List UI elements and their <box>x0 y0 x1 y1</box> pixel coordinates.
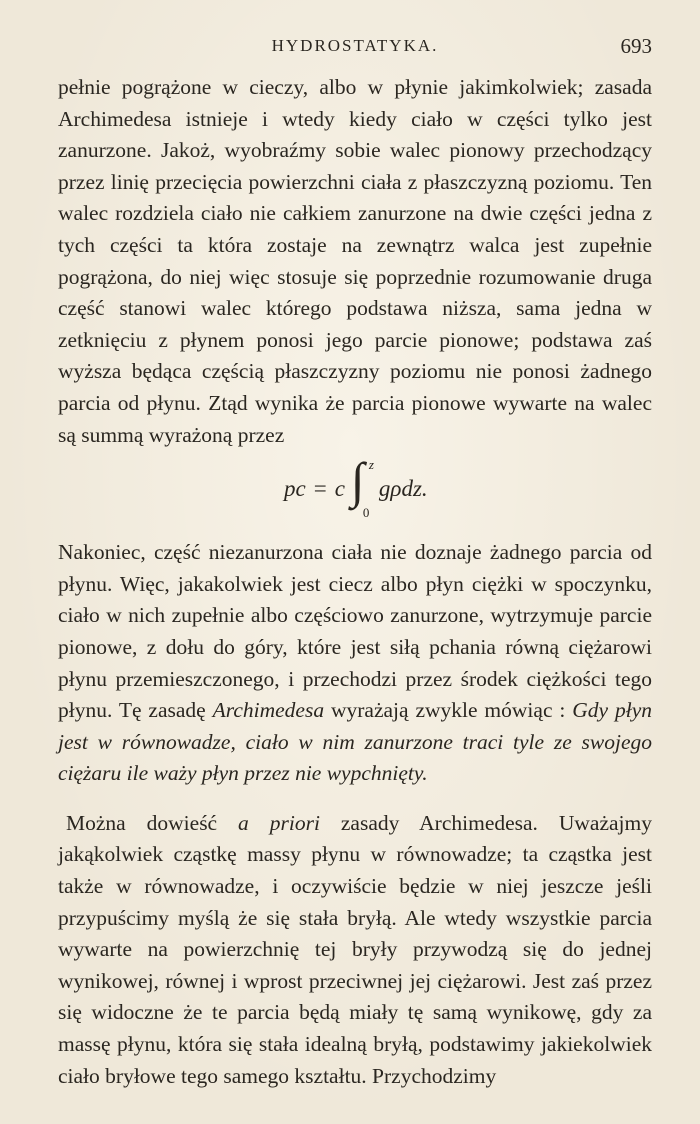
paragraph-2 <box>58 537 652 790</box>
page-number: 693 <box>620 34 652 58</box>
a-priori-term: a priori <box>238 810 320 835</box>
paragraph-2-text-after-name: wyrażają zwykle mówiąc : <box>324 698 573 723</box>
formula-coefficient: c <box>334 476 345 502</box>
archimedes-principle: Gdy płyn jest w równowadze, ciało w nim zanurzone traci tyle ze swojego ciężaru ile waży płyn przez nie wypchnięty. <box>58 698 652 786</box>
paragraph-3 <box>58 808 652 1092</box>
paragraph-1: pełnie pogrążone w cieczy, albo w płynie jakimkolwiek; zasada Archimedesa istnieje i wtedy kiedy ciało w części tylko jest zanurzone. Jakoż, wyobraźmy sobie walec pionowy przechodzący przez linię przecięcia powierzchni ciała z płaszczyzną poziomu. Ten walec rozdziela ciało nie całkiem zanurzone na dwie części jedna z tych części ta która zostaje na zewnątrz walca jest zupełnie pogrążona, do niej więc stosuje się poprzednie rozumowanie druga część stanowi walec którego podstawa niższa, sama jedna w zetknięciu z płynem ponosi jego parcie pionowe; podstawa zaś wyższa będąca częścią płaszczyzny poziomu nie ponosi żadnego parcia od płynu. Ztąd wynika że parcia pionowe wywarte na walec są summą wyrażoną przez <box>58 75 652 447</box>
running-title: HYDROSTATYKA. <box>271 36 439 55</box>
paragraph-2-text: Nakoniec, część niezanurzona ciała nie doznaje żadnego parcia od płynu. Więc, jakakolwiek jest ciecz albo płyn ciężki w spoczynku, ciało w nich zupełnie albo częściowo zanurzone, wytrzymuje parcie pionowe, z dołu do góry, które jest siłą pchania równą ciężarowi płynu przemieszczonego, i przechodzi przez środek ciężkości tego płynu. Tę zasadę <box>58 540 652 723</box>
integral-upper-limit: z <box>368 457 374 473</box>
paragraph-3-text-before: Można dowieść <box>66 810 239 835</box>
integral-lower-limit: 0 <box>362 505 370 521</box>
paragraph-3-text-after: zasady Archimedesa. Uważajmy jakąkolwiek cząstkę massy płynu w równowadze; ta cząstka jest także w równowadze, i oczywiście będzie w niej jeszcze jeśli przypuścimy myślą że się stała bryłą. Ale wtedy wszystkie parcia wywarte na powierzchnię tej bryły przywodzą się do jednej wynikowej, równej i wprost przeciwnej jej ciężarowi. Jest zaś przez się widoczne że te parcia będą miały tę samą wynikowę, gdy za massę płynu, która się stała idealną bryłą, podstawimy jakiekolwiek ciało bryłowe tego samego kształtu. Przychodzimy <box>58 810 653 1088</box>
formula-lhs: pc <box>284 476 306 502</box>
page-body <box>58 72 652 1092</box>
page-header <box>58 34 652 62</box>
integral-formula <box>58 452 652 523</box>
formula-integrand: gρdz. <box>378 476 428 502</box>
archimedes-name: Archimedesa <box>212 698 325 723</box>
formula-equals: = <box>313 476 327 502</box>
integral-sign: ∫ z 0 <box>350 452 374 521</box>
